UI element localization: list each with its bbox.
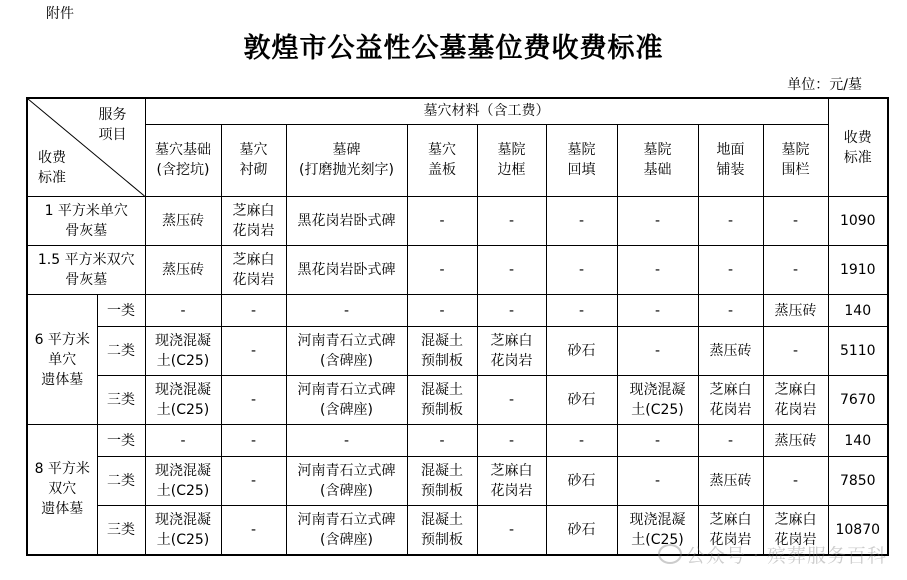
material-cell: 河南青石立式碑 (含碑座) <box>286 506 407 555</box>
material-cell: - <box>477 506 546 555</box>
class-label: 三类 <box>97 506 145 555</box>
material-cell: - <box>546 425 617 457</box>
material-cell: - <box>477 376 546 425</box>
material-cell: - <box>617 457 698 506</box>
material-cell: 河南青石立式碑 (含碑座) <box>286 327 407 376</box>
wechat-logo-icon <box>658 544 682 564</box>
material-cell: - <box>617 246 698 295</box>
material-cell: - <box>617 295 698 327</box>
watermark: 公众号 · 殡葬服务百科 <box>658 541 887 568</box>
row-label: 1.5 平方米双穴 骨灰墓 <box>27 246 145 295</box>
fee-cell: 5110 <box>828 327 888 376</box>
material-cell: 芝麻白 花岗岩 <box>698 376 763 425</box>
unit-label: 单位：元/墓 <box>787 77 862 93</box>
material-cell: - <box>617 197 698 246</box>
group-label: 6 平方米 单穴 遗体墓 <box>27 295 97 425</box>
material-cell: 现浇混凝 土(C25) <box>145 327 221 376</box>
material-cell: - <box>763 457 828 506</box>
material-cell: 砂石 <box>546 376 617 425</box>
class-label: 一类 <box>97 425 145 457</box>
material-cell: 芝麻白 花岗岩 <box>763 506 828 555</box>
column-header: 墓碑 (打磨抛光刻字) <box>286 124 407 196</box>
material-cell: - <box>477 295 546 327</box>
class-label: 二类 <box>97 327 145 376</box>
header-corner <box>27 98 145 197</box>
class-label: 一类 <box>97 295 145 327</box>
fee-cell: 7670 <box>828 376 888 425</box>
material-cell: 河南青石立式碑 (含碑座) <box>286 376 407 425</box>
material-cell: 现浇混凝 土(C25) <box>617 506 698 555</box>
material-cell: 现浇混凝 土(C25) <box>617 376 698 425</box>
material-cell: 芝麻白 花岗岩 <box>221 246 286 295</box>
material-cell: - <box>763 197 828 246</box>
material-cell: - <box>407 425 477 457</box>
material-cell: - <box>221 457 286 506</box>
row-label: 1 平方米单穴 骨灰墓 <box>27 197 145 246</box>
material-cell: 砂石 <box>546 506 617 555</box>
material-cell: - <box>617 425 698 457</box>
material-cell: - <box>617 327 698 376</box>
table-row <box>27 197 888 246</box>
material-cell: 芝麻白 花岗岩 <box>698 506 763 555</box>
material-cell: 蒸压砖 <box>145 197 221 246</box>
material-cell: 现浇混凝 土(C25) <box>145 457 221 506</box>
material-cell: 混凝土 预制板 <box>407 327 477 376</box>
material-cell: 芝麻白 花岗岩 <box>221 197 286 246</box>
material-cell: 蒸压砖 <box>698 327 763 376</box>
fee-cell: 140 <box>828 425 888 457</box>
group-label: 8 平方米 双穴 遗体墓 <box>27 425 97 555</box>
material-cell: 蒸压砖 <box>145 246 221 295</box>
column-header: 墓院 基础 <box>617 124 698 196</box>
page-title: 敦煌市公益性公墓墓位费收费标准 <box>243 33 664 64</box>
material-cell: - <box>407 197 477 246</box>
table-row <box>27 457 888 506</box>
column-header: 墓穴 衬砌 <box>221 124 286 196</box>
material-cell: - <box>221 376 286 425</box>
material-cell: 河南青石立式碑 (含碑座) <box>286 457 407 506</box>
column-header: 墓院 回填 <box>546 124 617 196</box>
material-cell: - <box>698 295 763 327</box>
attachment-label: 附件 <box>46 6 74 22</box>
class-label: 二类 <box>97 457 145 506</box>
material-cell: - <box>546 246 617 295</box>
fee-cell: 1910 <box>828 246 888 295</box>
material-cell: - <box>145 425 221 457</box>
material-cell: 蒸压砖 <box>763 425 828 457</box>
material-cell: - <box>407 246 477 295</box>
material-cell: 蒸压砖 <box>698 457 763 506</box>
material-cell: - <box>286 295 407 327</box>
column-header: 地面 铺装 <box>698 124 763 196</box>
column-header: 墓院 围栏 <box>763 124 828 196</box>
material-cell: - <box>546 197 617 246</box>
material-cell: - <box>698 425 763 457</box>
material-cell: - <box>145 295 221 327</box>
material-cell: - <box>477 425 546 457</box>
material-cell: - <box>221 425 286 457</box>
material-cell: 现浇混凝 土(C25) <box>145 376 221 425</box>
corner-standard-label: 收费 标准 <box>38 150 66 186</box>
column-header: 墓院 边框 <box>477 124 546 196</box>
material-cell: - <box>221 327 286 376</box>
column-header-row <box>27 124 888 196</box>
material-cell: 混凝土 预制板 <box>407 506 477 555</box>
corner-service-label: 服务 项目 <box>98 107 127 143</box>
material-cell: - <box>477 197 546 246</box>
material-cell: - <box>407 295 477 327</box>
material-cell: - <box>221 295 286 327</box>
fee-cell: 7850 <box>828 457 888 506</box>
material-cell: 芝麻白 花岗岩 <box>477 457 546 506</box>
column-header: 墓穴 盖板 <box>407 124 477 196</box>
table-row <box>27 327 888 376</box>
fee-cell: 10870 <box>828 506 888 555</box>
table-row <box>27 425 888 457</box>
column-header: 墓穴基础 (含挖坑) <box>145 124 221 196</box>
material-cell: 黑花岗岩卧式碑 <box>286 197 407 246</box>
material-cell: 黑花岗岩卧式碑 <box>286 246 407 295</box>
table-row <box>27 295 888 327</box>
material-cell: - <box>698 197 763 246</box>
material-cell: - <box>221 506 286 555</box>
material-cell: 现浇混凝 土(C25) <box>145 506 221 555</box>
material-cell: 砂石 <box>546 327 617 376</box>
material-cell: - <box>698 246 763 295</box>
class-label: 三类 <box>97 376 145 425</box>
material-cell: 蒸压砖 <box>763 295 828 327</box>
material-cell: 混凝土 预制板 <box>407 376 477 425</box>
material-cell: - <box>286 425 407 457</box>
material-cell: 砂石 <box>546 457 617 506</box>
material-cell: - <box>477 246 546 295</box>
fee-table <box>26 97 889 556</box>
material-cell: - <box>546 295 617 327</box>
materials-group-header: 墓穴材料（含工费） <box>145 98 828 124</box>
table-row <box>27 246 888 295</box>
fee-cell: 140 <box>828 295 888 327</box>
material-cell: - <box>763 246 828 295</box>
material-cell: - <box>763 327 828 376</box>
fee-cell: 1090 <box>828 197 888 246</box>
material-cell: 芝麻白 花岗岩 <box>763 376 828 425</box>
material-cell: 芝麻白 花岗岩 <box>477 327 546 376</box>
table-row <box>27 376 888 425</box>
material-cell: 混凝土 预制板 <box>407 457 477 506</box>
fee-header: 收费 标准 <box>828 98 888 197</box>
